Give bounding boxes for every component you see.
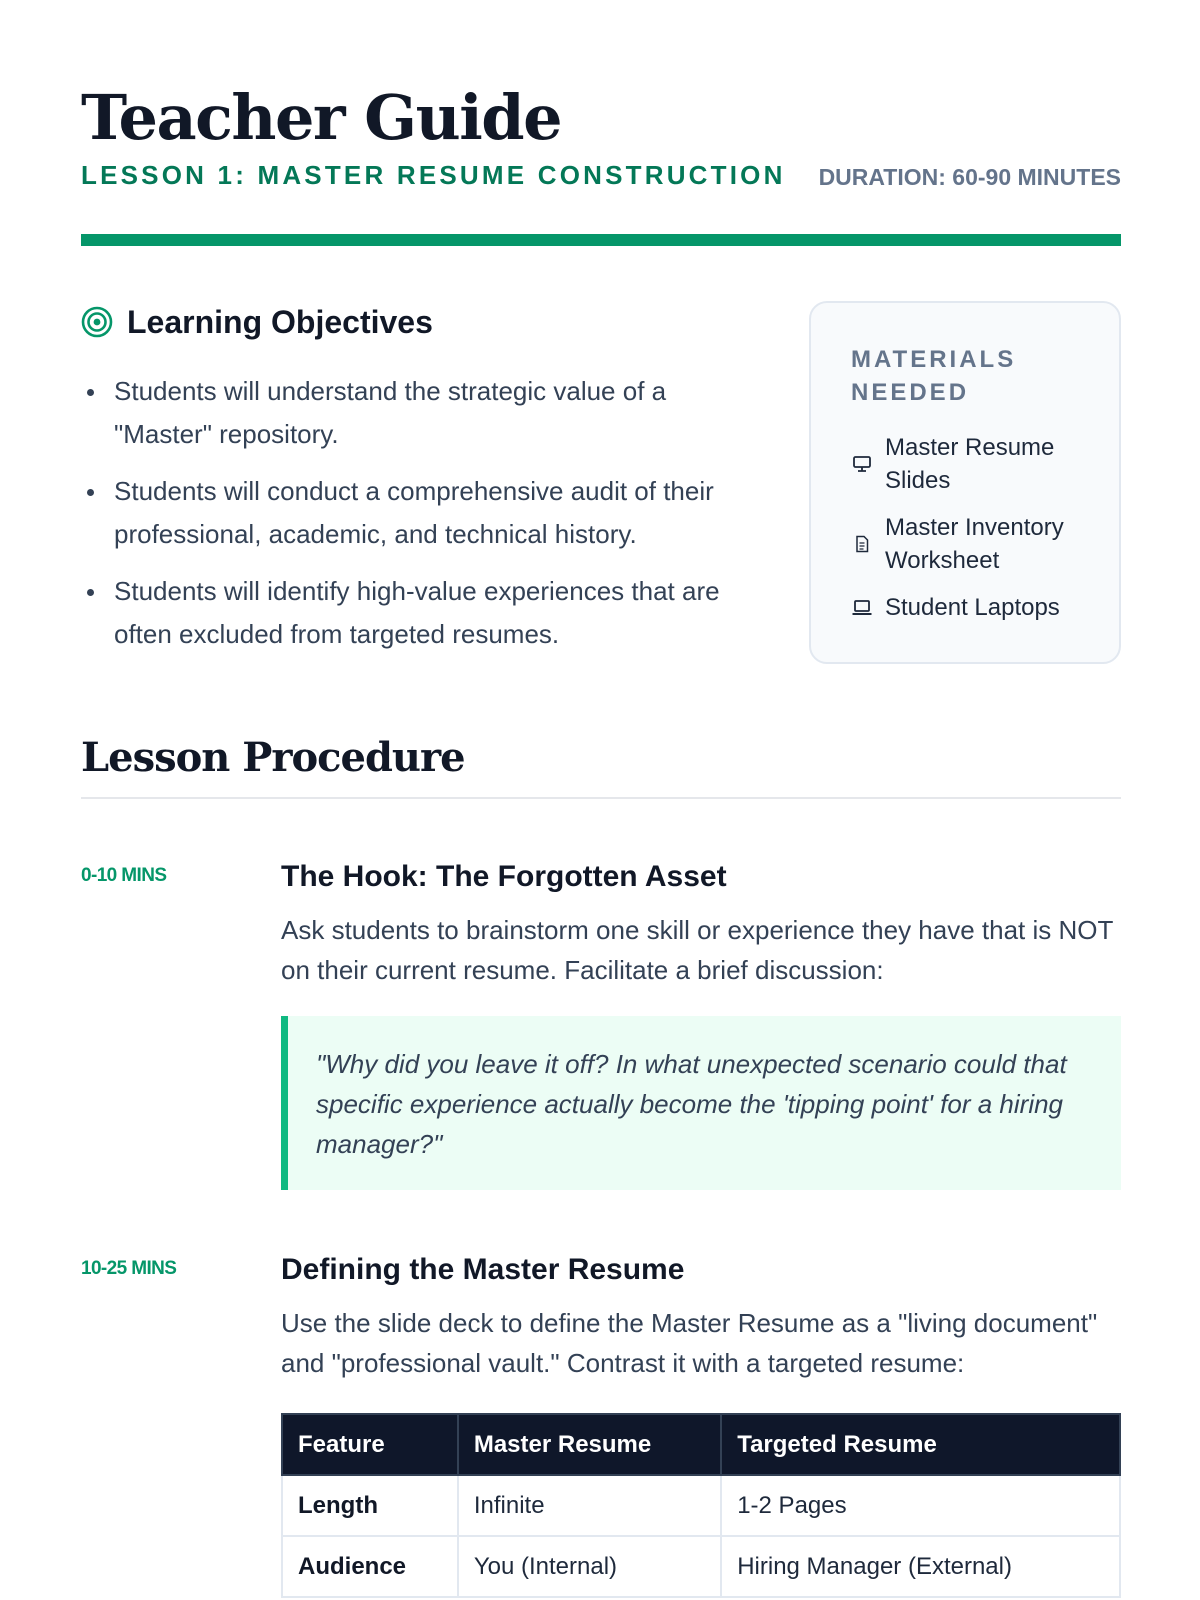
duration-label: DURATION: 60-90 MINUTES: [818, 164, 1121, 190]
lesson-meta: [81, 158, 1121, 194]
monitor-icon: [851, 453, 873, 475]
objective-item: Students will conduct a comprehensive audit of their professional, academic, and technical history.: [81, 470, 761, 556]
table-cell: Audience: [282, 1536, 458, 1597]
step-body: [281, 860, 1121, 1190]
lesson-label: LESSON 1: MASTER RESUME CONSTRUCTION: [81, 160, 786, 190]
step-time: 0-10 MINS: [81, 865, 167, 886]
procedure-heading: Lesson Procedure: [81, 734, 465, 781]
material-label: Master Inventory Worksheet: [885, 514, 1064, 574]
table-cell: Length: [282, 1475, 458, 1536]
objectives-heading-row: [81, 302, 433, 342]
objectives-list: [81, 370, 761, 670]
table-header-cell: Master Resume: [458, 1414, 721, 1475]
step-title: Defining the Master Resume: [281, 1253, 685, 1286]
target-icon: [81, 306, 113, 338]
material-item: [851, 591, 1079, 624]
step-text: Ask students to brainstorm one skill or experience they have that is NOT on their current resume. Facilitate a brief discussion:: [281, 915, 1113, 985]
table-cell: 1-2 Pages: [721, 1475, 1120, 1536]
procedure-divider: [81, 797, 1121, 799]
table-cell: Hiring Manager (External): [721, 1536, 1120, 1597]
material-item: [851, 431, 1079, 497]
material-item: [851, 511, 1079, 577]
laptop-icon: [851, 597, 873, 619]
discussion-quote: "Why did you leave it off? In what unexpected scenario could that specific experience actually become the 'tipping point' for a hiring manager?": [281, 1016, 1121, 1190]
table-row: [282, 1475, 1120, 1536]
table-cell: You (Internal): [458, 1536, 721, 1597]
table-header-row: [282, 1414, 1120, 1475]
document-icon: [851, 533, 873, 555]
step-title: The Hook: The Forgotten Asset: [281, 860, 727, 893]
materials-list: [851, 431, 1079, 624]
materials-heading: MATERIALS NEEDED: [851, 346, 1017, 406]
table-header-cell: Targeted Resume: [721, 1414, 1120, 1475]
step-body: [281, 1253, 1121, 1598]
step-time: 10-25 MINS: [81, 1258, 177, 1279]
table-row: [282, 1536, 1120, 1597]
materials-card: [809, 301, 1121, 664]
table-header-cell: Feature: [282, 1414, 458, 1475]
comparison-table: [281, 1413, 1121, 1598]
objectives-heading: Learning Objectives: [127, 303, 433, 340]
material-label: Master Resume Slides: [885, 434, 1055, 494]
table-cell: Infinite: [458, 1475, 721, 1536]
header-divider: [81, 234, 1121, 246]
objective-item: Students will identify high-value experiences that are often excluded from targeted resumes.: [81, 570, 761, 656]
material-label: Student Laptops: [885, 594, 1060, 621]
objective-item: Students will understand the strategic value of a "Master" repository.: [81, 370, 761, 456]
step-text: Use the slide deck to define the Master Resume as a "living document" and "professional vault." Contrast it with a targeted resume:: [281, 1308, 1098, 1378]
page-title: Teacher Guide: [81, 81, 562, 154]
